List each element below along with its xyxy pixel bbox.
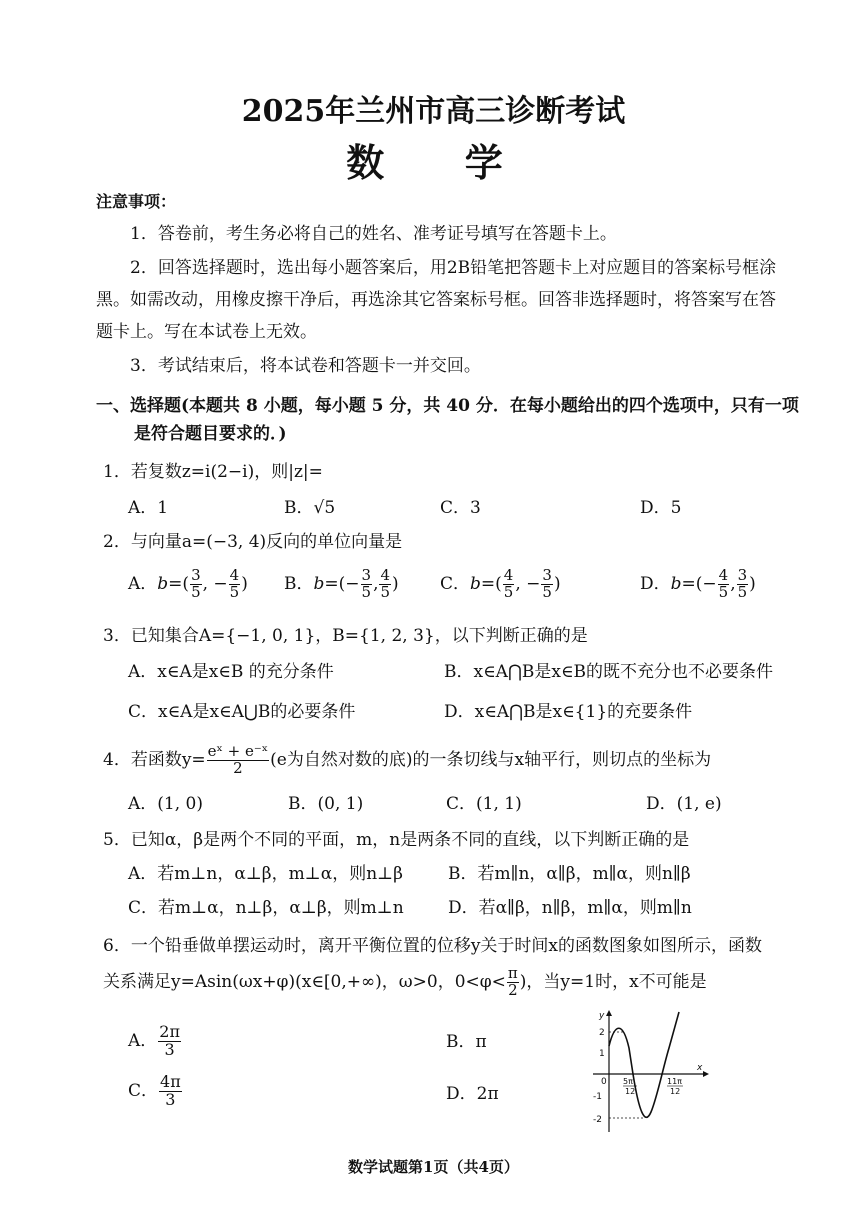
x-tick-11pi-num: 11π [667,1077,682,1086]
x-axis-label: x [697,1063,703,1073]
notice-item-1: 1．答卷前，考生务必将自己的姓名、准考证号填写在答题卡上。 [130,224,617,244]
notice-item-2-cont: 黑。如需改动，用橡皮擦干净后，再选涂其它答案标号框。回答非选择题时，将答案写在答 [96,290,776,310]
y-axis-label: y [599,1011,605,1021]
q1-stem: 1．若复数z=i(2−i)，则|z|= [103,462,323,482]
q2-option-c: C．b=( $\frac{4}{5}$ , − $\frac{3}{5}$ ) [440,566,561,601]
notice-item-3: 3．考试结束后，将本试卷和答题卡一并交回。 [130,356,481,376]
y-tick-2: 2 [599,1028,605,1038]
q5-option-b: B．若m∥n，α∥β，m∥α，则n∥β [448,864,691,884]
x-axis-arrow [703,1071,709,1077]
q1-option-d: D．5 [640,498,682,518]
q3-stem: 3．已知集合A={−1, 0, 1}，B={1, 2, 3}，以下判断正确的是 [103,626,588,646]
exam-title: 2025年兰州市高三诊断考试 [241,94,626,129]
notice-item-2-cont2: 题卡上。写在本试卷上无效。 [96,322,317,342]
q2-option-a: A．b=( $\frac{3}{5}$ , − $\frac{4}{5}$ ) [128,566,248,601]
q4-option-b: B．(0, 1) [288,794,364,814]
q6-stem-line1: 6．一个铅垂做单摆运动时，离开平衡位置的位移y关于时间x的函数图象如图所示，函数 [103,936,763,956]
q2-option-b: B．b=(− $\frac{3}{5}$ , $\frac{4}{5}$ ) [284,566,399,601]
subject-title: 数 学 [346,140,521,185]
y-axis-arrow [606,1010,612,1016]
section-heading: 一、选择题(本题共 8 小题，每小题 5 分，共 40 分．在每小题给出的四个选项中，只有一项 [96,396,799,416]
q4-option-c: C．(1, 1) [446,794,522,814]
q6-option-d: D．2π [446,1084,499,1104]
q4-stem: 4．若函数y= $\frac{\text{eˣ + e⁻ˣ}}{2}$ (e为自然对数的底)的一条切线与x轴平行，则切点的坐标为 [103,742,712,777]
q1-option-a: A．1 [128,498,169,518]
x-tick-5pi-den: 12 [625,1087,636,1096]
q1-option-b: B．√5 [284,498,336,518]
q3-option-d: D．x∈A⋂B是x∈{1}的充要条件 [444,702,693,722]
sine-curve [609,1012,679,1117]
q4-option-a: A．(1, 0) [128,794,203,814]
q1-option-c: C．3 [440,498,481,518]
q2-option-d: D．b=(− $\frac{4}{5}$ , $\frac{3}{5}$ ) [640,566,756,601]
q5-stem: 5．已知α，β是两个不同的平面，m，n是两条不同的直线，以下判断正确的是 [103,830,690,850]
x-tick-5pi-num: 5π [623,1077,633,1086]
q6-sine-graph [585,1008,715,1136]
q6-option-b: B．π [446,1032,487,1052]
q5-option-a: A．若m⊥n，α⊥β，m⊥α，则n⊥β [128,864,403,884]
y-tick-1: 1 [599,1049,605,1059]
q5-option-d: D．若α∥β，n∥β，m∥α，则m∥n [448,898,692,918]
q3-option-c: C．x∈A是x∈A⋃B的必要条件 [128,702,356,722]
q5-option-c: C．若m⊥α，n⊥β，α⊥β，则m⊥n [128,898,404,918]
x-tick-11pi-den: 12 [670,1087,681,1096]
q6-stem-line2: 关系满足y=Asin(ωx+φ)(x∈[0,+∞)，ω>0，0<φ< $\frac{\pi}{2}$ )，当y=1时，x不可能是 [103,964,707,999]
q6-option-a: A． $\frac{2\pi}{3}$ [128,1022,180,1059]
q4-option-d: D．(1, e) [646,794,722,814]
q3-option-b: B．x∈A⋂B是x∈B的既不充分也不必要条件 [444,662,774,682]
page-footer: 数学试题第1页（共4页） [348,1158,519,1176]
q3-option-a: A．x∈A是x∈B 的充分条件 [128,662,334,682]
notice-item-2: 2．回答选择题时，选出每小题答案后，用2B铅笔把答题卡上对应题目的答案标号框涂 [130,258,777,278]
q6-option-c: C． $\frac{4\pi}{3}$ [128,1072,181,1109]
section-heading-cont: 是符合题目要求的．) [134,424,287,444]
origin-label: 0 [601,1077,607,1087]
notice-heading: 注意事项： [96,192,177,211]
y-tick-neg1: -1 [593,1092,602,1102]
q2-stem: 2．与向量a=(−3, 4)反向的单位向量是 [103,532,403,552]
y-tick-neg2: -2 [593,1115,602,1125]
